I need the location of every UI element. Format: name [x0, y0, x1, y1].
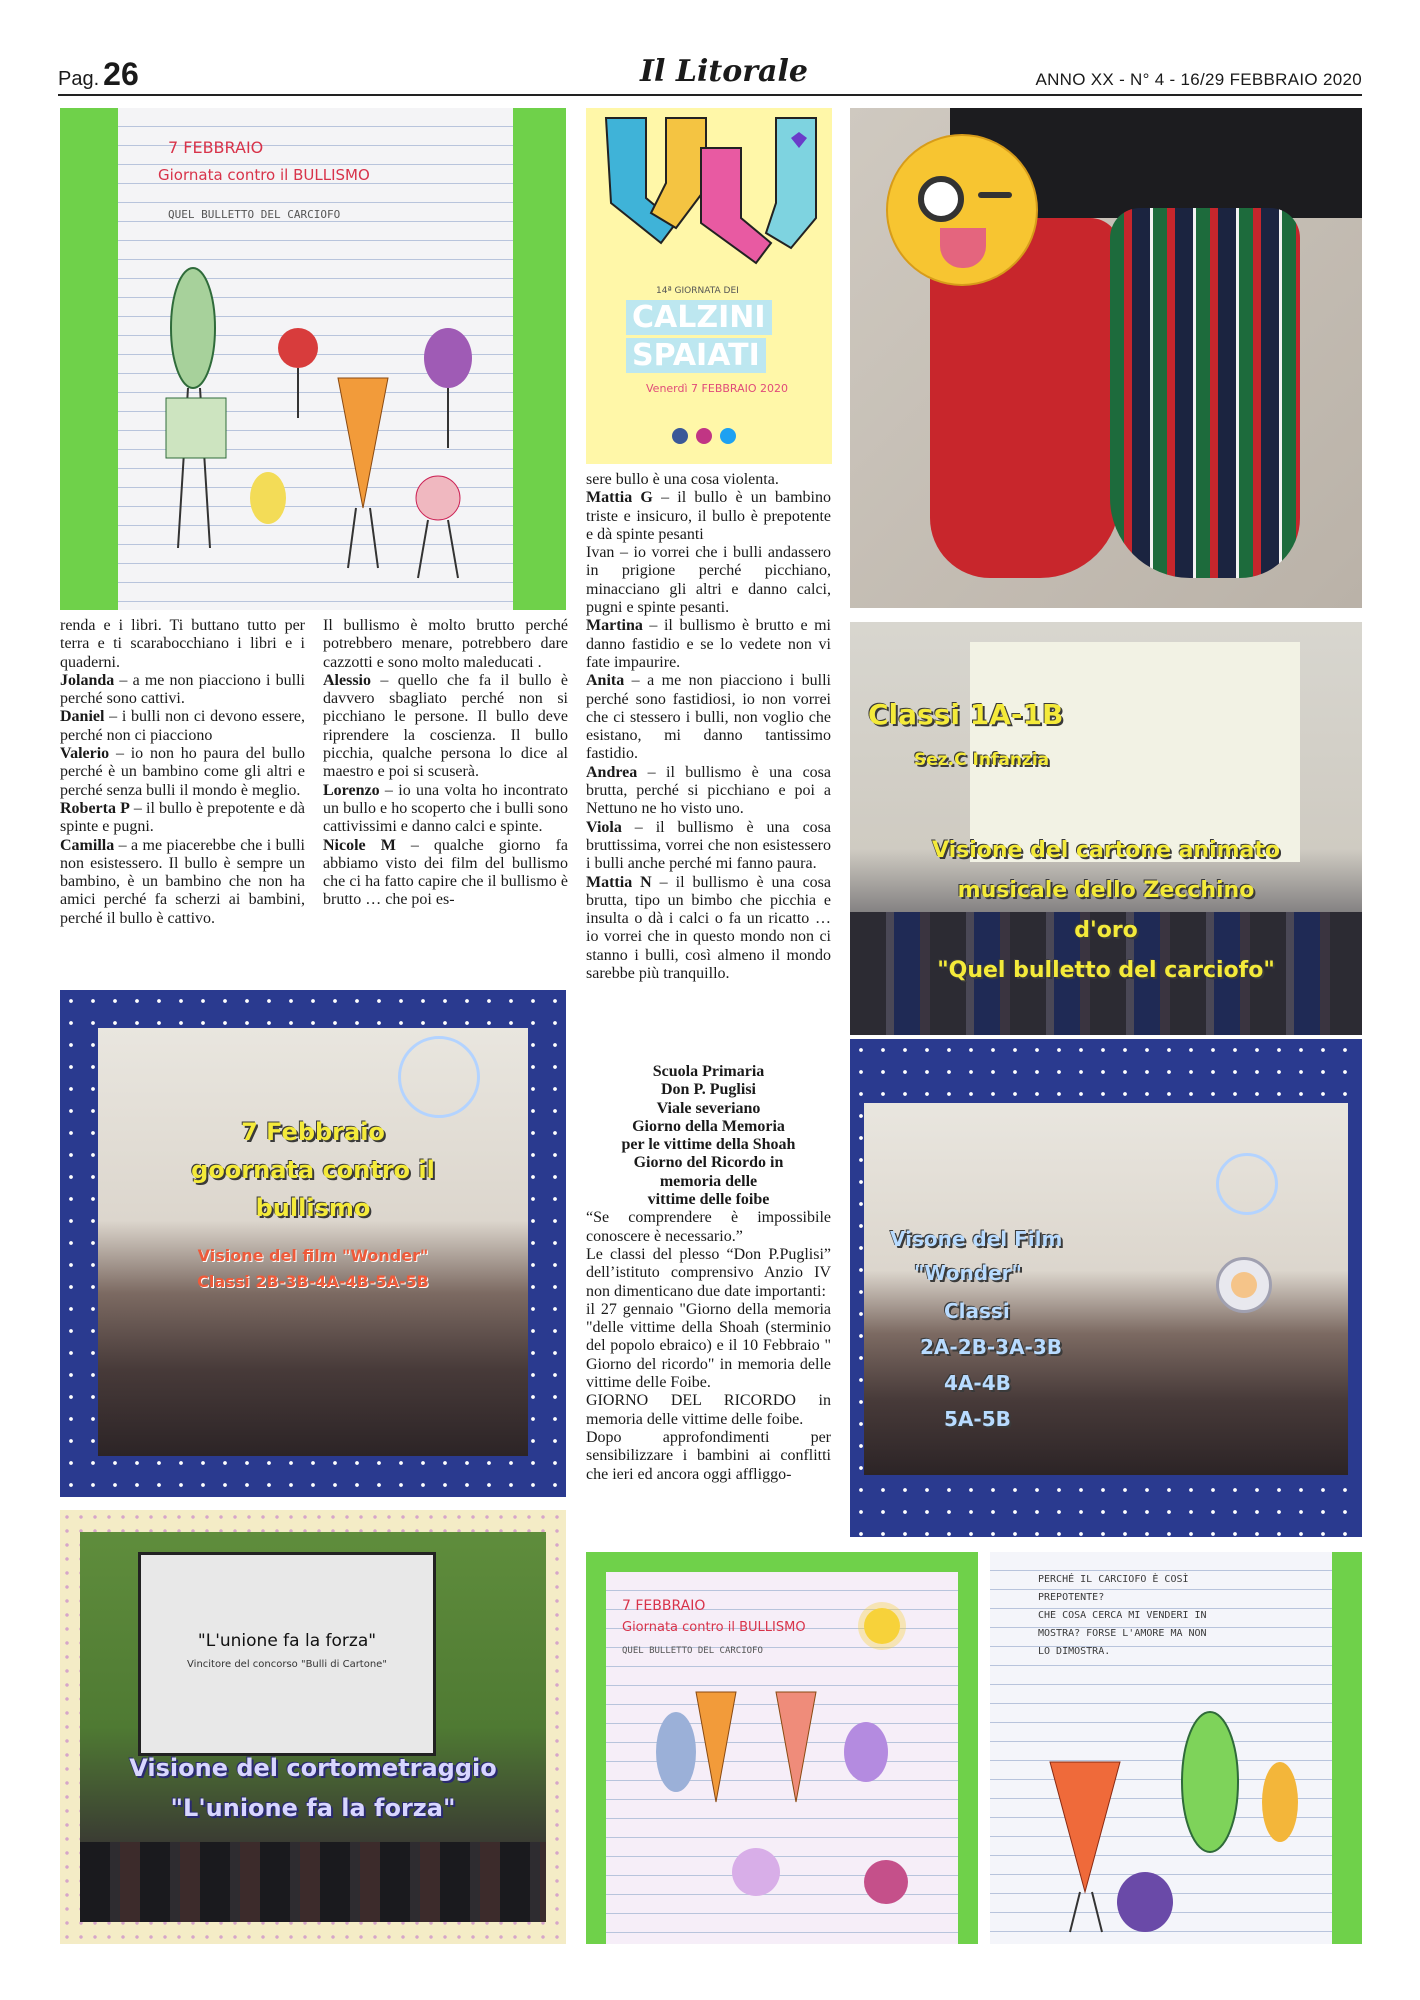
unione-line-2: "L'unione fa la forza" [170, 1794, 456, 1822]
article-column-3 [586, 471, 831, 983]
article-column-1 [60, 617, 305, 928]
column2-para: Lorenzo – io una volta ho incontrato un bullo e ho scoperto che i bulli sono cattivissimi e danno calci e spinte. [323, 781, 568, 836]
wonder-line-4: 2A-2B-3A-3B [920, 1335, 1063, 1359]
screen-subtitle: Vincitore del concorso "Bulli di Cartone" [187, 1659, 387, 1670]
projection-screen [138, 1552, 436, 1756]
drawing3-line-4: MOSTRA? FORSE L'AMORE MA NON [1038, 1628, 1207, 1639]
photo-unione-fa-la-forza [60, 1510, 566, 1944]
school-para: il 27 gennaio "Giorno della memoria "delle vittime della Shoah (sterminio del popolo ebraico) e il 10 Febbraio " Giorno del ricordo" in memoria delle vittime delle Foibe. [586, 1300, 831, 1392]
masthead: Il Litorale [640, 54, 808, 89]
vegetable-drawing-2 [616, 1672, 946, 1932]
drawing-subtitle: Giornata contro il BULLISMO [158, 166, 370, 184]
astronaut-icon [1216, 1257, 1272, 1313]
article-column-2 [323, 617, 568, 910]
cinema-room-photo [80, 1532, 546, 1922]
unione-line-1: Visione del cortometraggio [129, 1754, 497, 1782]
bullismo-line-3: bullismo [255, 1194, 371, 1222]
facebook-icon [672, 428, 688, 444]
drawing3-line-2: PREPOTENTE? [1038, 1592, 1105, 1603]
school-section [586, 1063, 831, 1484]
tomato-figure [278, 328, 318, 418]
drawing2-title: 7 FEBBRAIO [622, 1598, 706, 1614]
onion-figure [416, 476, 460, 578]
sock-tartan-right [1110, 208, 1300, 578]
auditorium-photo [98, 1028, 528, 1456]
socks-illustration [586, 108, 832, 268]
column2-para: Nicole M – qualche giorno fa abbiamo visto dei film del bullismo che ci ha fatto capire che il bullismo è brutto … che poi es- [323, 836, 569, 909]
instagram-icon [696, 428, 712, 444]
column3-para: Viola – il bullismo è una cosa bruttissima, vorrei che non esistessero i bulli anche perché mi fanno paura. [586, 818, 831, 873]
drawing-photo-3 [990, 1552, 1362, 1944]
school-heading: Scuola Primaria Don P. Puglisi Viale severiano Giorno della Memoria per le vittime della Shoah Giorno del Ricordo in memoria delle vittime delle foibe [621, 1063, 796, 1209]
column3-para: Anita – a me non piacciono i bulli perché sono fastidiosi, io non vorrei che ci stessero i bulli, non voglio che esistano, mi danno tantissimo fastidio. [586, 672, 831, 763]
poster-calzini-spaiati [586, 108, 832, 464]
header-rule [58, 94, 1362, 96]
column1-para: Roberta P – il bullo è prepotente e dà spinte e pugni. [60, 799, 305, 836]
eggplant-figure [424, 328, 472, 448]
carrot-figure [338, 378, 388, 568]
classi-line-4: "Quel bulletto del carciofo" [937, 958, 1275, 983]
classi-line-2: musicale dello Zecchino [957, 878, 1255, 903]
school-para: GIORNO DEL RICORDO in memoria delle vittime delle foibe. [586, 1392, 831, 1428]
wonder-line-1: Visone del Film [890, 1227, 1063, 1251]
drawing-photo-2 [586, 1552, 978, 1944]
school-para: Dopo approfondimenti per sensibilizzare i bambini ai conflitti che ieri ed ancora oggi affliggo- [586, 1428, 831, 1483]
light-ring [398, 1036, 480, 1118]
classi-title: Classi 1A-1B [868, 698, 1064, 731]
poster-title-2: SPAIATI [626, 338, 766, 373]
light-ring [1216, 1153, 1278, 1215]
poster-date: Venerdì 7 FEBBRAIO 2020 [646, 382, 789, 395]
column3-para: Ivan – io vorrei che i bulli andassero in prigione perché picchiano, minacciano gli altri e danno calci, pugni e spinte pesanti. [586, 544, 831, 617]
photo-classi-1a-1b [850, 622, 1362, 1035]
notebook-page [990, 1552, 1332, 1944]
column3-para: Mattia N – il bullismo è una cosa brutta, tipo un bimbo che picchia e insulta o dà i calci o fa un ricatto … io vorrei che in questo mondo non ci stanno i bulli, così almeno il mondo sarebbe più tranquillo. [586, 873, 831, 983]
notebook-page [118, 108, 513, 610]
vegetable-drawing-3 [1010, 1692, 1320, 1942]
column1-para: renda e i libri. Ti buttano tutto per terra e ti scarabocchiano i libri e i quaderni. [60, 617, 305, 671]
column3-para: Martina – il bullismo è brutto e mi danno fastidio e se lo vedete non vi fate impaurire. [586, 617, 831, 671]
column2-para: Il bullismo è molto brutto perché potrebbero menare, potrebbero dare cazzotti e sono molto maleducati . [323, 617, 568, 671]
issue-info: ANNO XX - N° 4 - 16/29 FEBBRAIO 2020 [1035, 70, 1362, 89]
wonder-line-5: 4A-4B [944, 1371, 1011, 1395]
astronaut-face [1231, 1272, 1257, 1298]
emoji-eye [918, 176, 964, 222]
wonder-line-2: "Wonder" [914, 1261, 1022, 1285]
poster-title-1: CALZINI [626, 300, 772, 335]
bullismo-line-5: Classi 2B-3B-4A-4B-5A-5B [197, 1272, 429, 1291]
classi-line-1: Visione del cartone animato [931, 838, 1281, 863]
vegetable-drawing [148, 248, 488, 598]
bullismo-line-1: 7 Febbraio [241, 1118, 385, 1146]
photo-giornata-bullismo [60, 990, 566, 1497]
poster-social-icons [672, 428, 752, 448]
column3-para: Andrea – il bullismo è una cosa brutta, perché si picchiano e poi a Nettuno ne ho visto uno. [586, 763, 831, 818]
page-number: Pag. 26 [58, 56, 139, 92]
column1-para: Daniel – i bulli non ci devono essere, perché non ci piacciono [60, 708, 305, 744]
audience-heads [80, 1842, 546, 1922]
column1-para: Camilla – a me piacerebbe che i bulli non esistessero. Il bullo è sempre un bambino, è un bambino che non ha amici perché fa scherzi ai bambini, perché il bullo è cattivo. [60, 836, 305, 927]
notebook-page [606, 1572, 958, 1944]
twitter-icon [720, 428, 736, 444]
bullismo-line-4: Visione del film "Wonder" [197, 1246, 429, 1265]
wink-emoji-icon [886, 134, 1038, 286]
drawing-photo-carciofo [60, 108, 566, 610]
column2-para: Alessio – quello che fa il bullo è davvero sbagliato perché non si picchiano le persone. Il bullo deve riprendere la coscienza. Il bullo picchia, qualche persona lo dice al maestro e poi si scuserà. [323, 671, 568, 781]
wonder-line-3: Classi [944, 1299, 1010, 1323]
drawing-caption: QUEL BULLETTO DEL CARCIOFO [168, 208, 341, 221]
poster-edition: 14ª GIORNATA DEI [656, 286, 739, 296]
drawing2-caption: QUEL BULLETTO DEL CARCIOFO [622, 1646, 763, 1656]
drawing-title: 7 FEBBRAIO [168, 138, 264, 157]
artichoke-figure [166, 268, 226, 548]
drawing2-subtitle: Giornata contro il BULLISMO [622, 1620, 806, 1635]
drawing3-line-5: LO DIMOSTRA. [1038, 1646, 1111, 1657]
column1-para: Valerio – io non ho paura del bullo perché è un bambino come gli altri e perché senza bulli il mondo è meglio. [60, 745, 305, 799]
classi-section: Sez.C Infanzia [914, 750, 1050, 770]
column1-para: Jolanda – a me non piacciono i bulli perché sono cattivi. [60, 671, 305, 708]
sun-icon [864, 1608, 900, 1644]
potato-figure [250, 472, 286, 524]
wonder-line-6: 5A-5B [944, 1407, 1011, 1431]
school-para: “Se comprendere è impossibile conoscere è necessario.” [586, 1209, 831, 1245]
emoji-tongue [940, 228, 986, 268]
school-para: Le classi del plesso “Don P.Puglisi” dell’istituto comprensivo Anzio IV non dimenticano due date importanti: [586, 1245, 831, 1300]
column3-para: sere bullo è una cosa violenta. [586, 471, 779, 488]
column3-para: Mattia G – il bullo è un bambino triste e insicuro, il bullo è prepotente e dà spinte pesanti [586, 489, 831, 543]
emoji-wink [978, 192, 1012, 198]
drawing3-line-1: PERCHÉ IL CARCIOFO È COSÌ [1038, 1574, 1189, 1585]
classroom-photo [864, 1103, 1348, 1475]
classi-line-3: d'oro [1074, 918, 1138, 943]
bullismo-line-2: goornata contro il [191, 1156, 435, 1184]
screen-title: "L'unione fa la forza" [197, 1631, 377, 1651]
socks-photo [850, 108, 1362, 608]
drawing3-line-3: CHE COSA CERCA MI VENDERI IN [1038, 1610, 1207, 1621]
photo-film-wonder [850, 1039, 1362, 1537]
